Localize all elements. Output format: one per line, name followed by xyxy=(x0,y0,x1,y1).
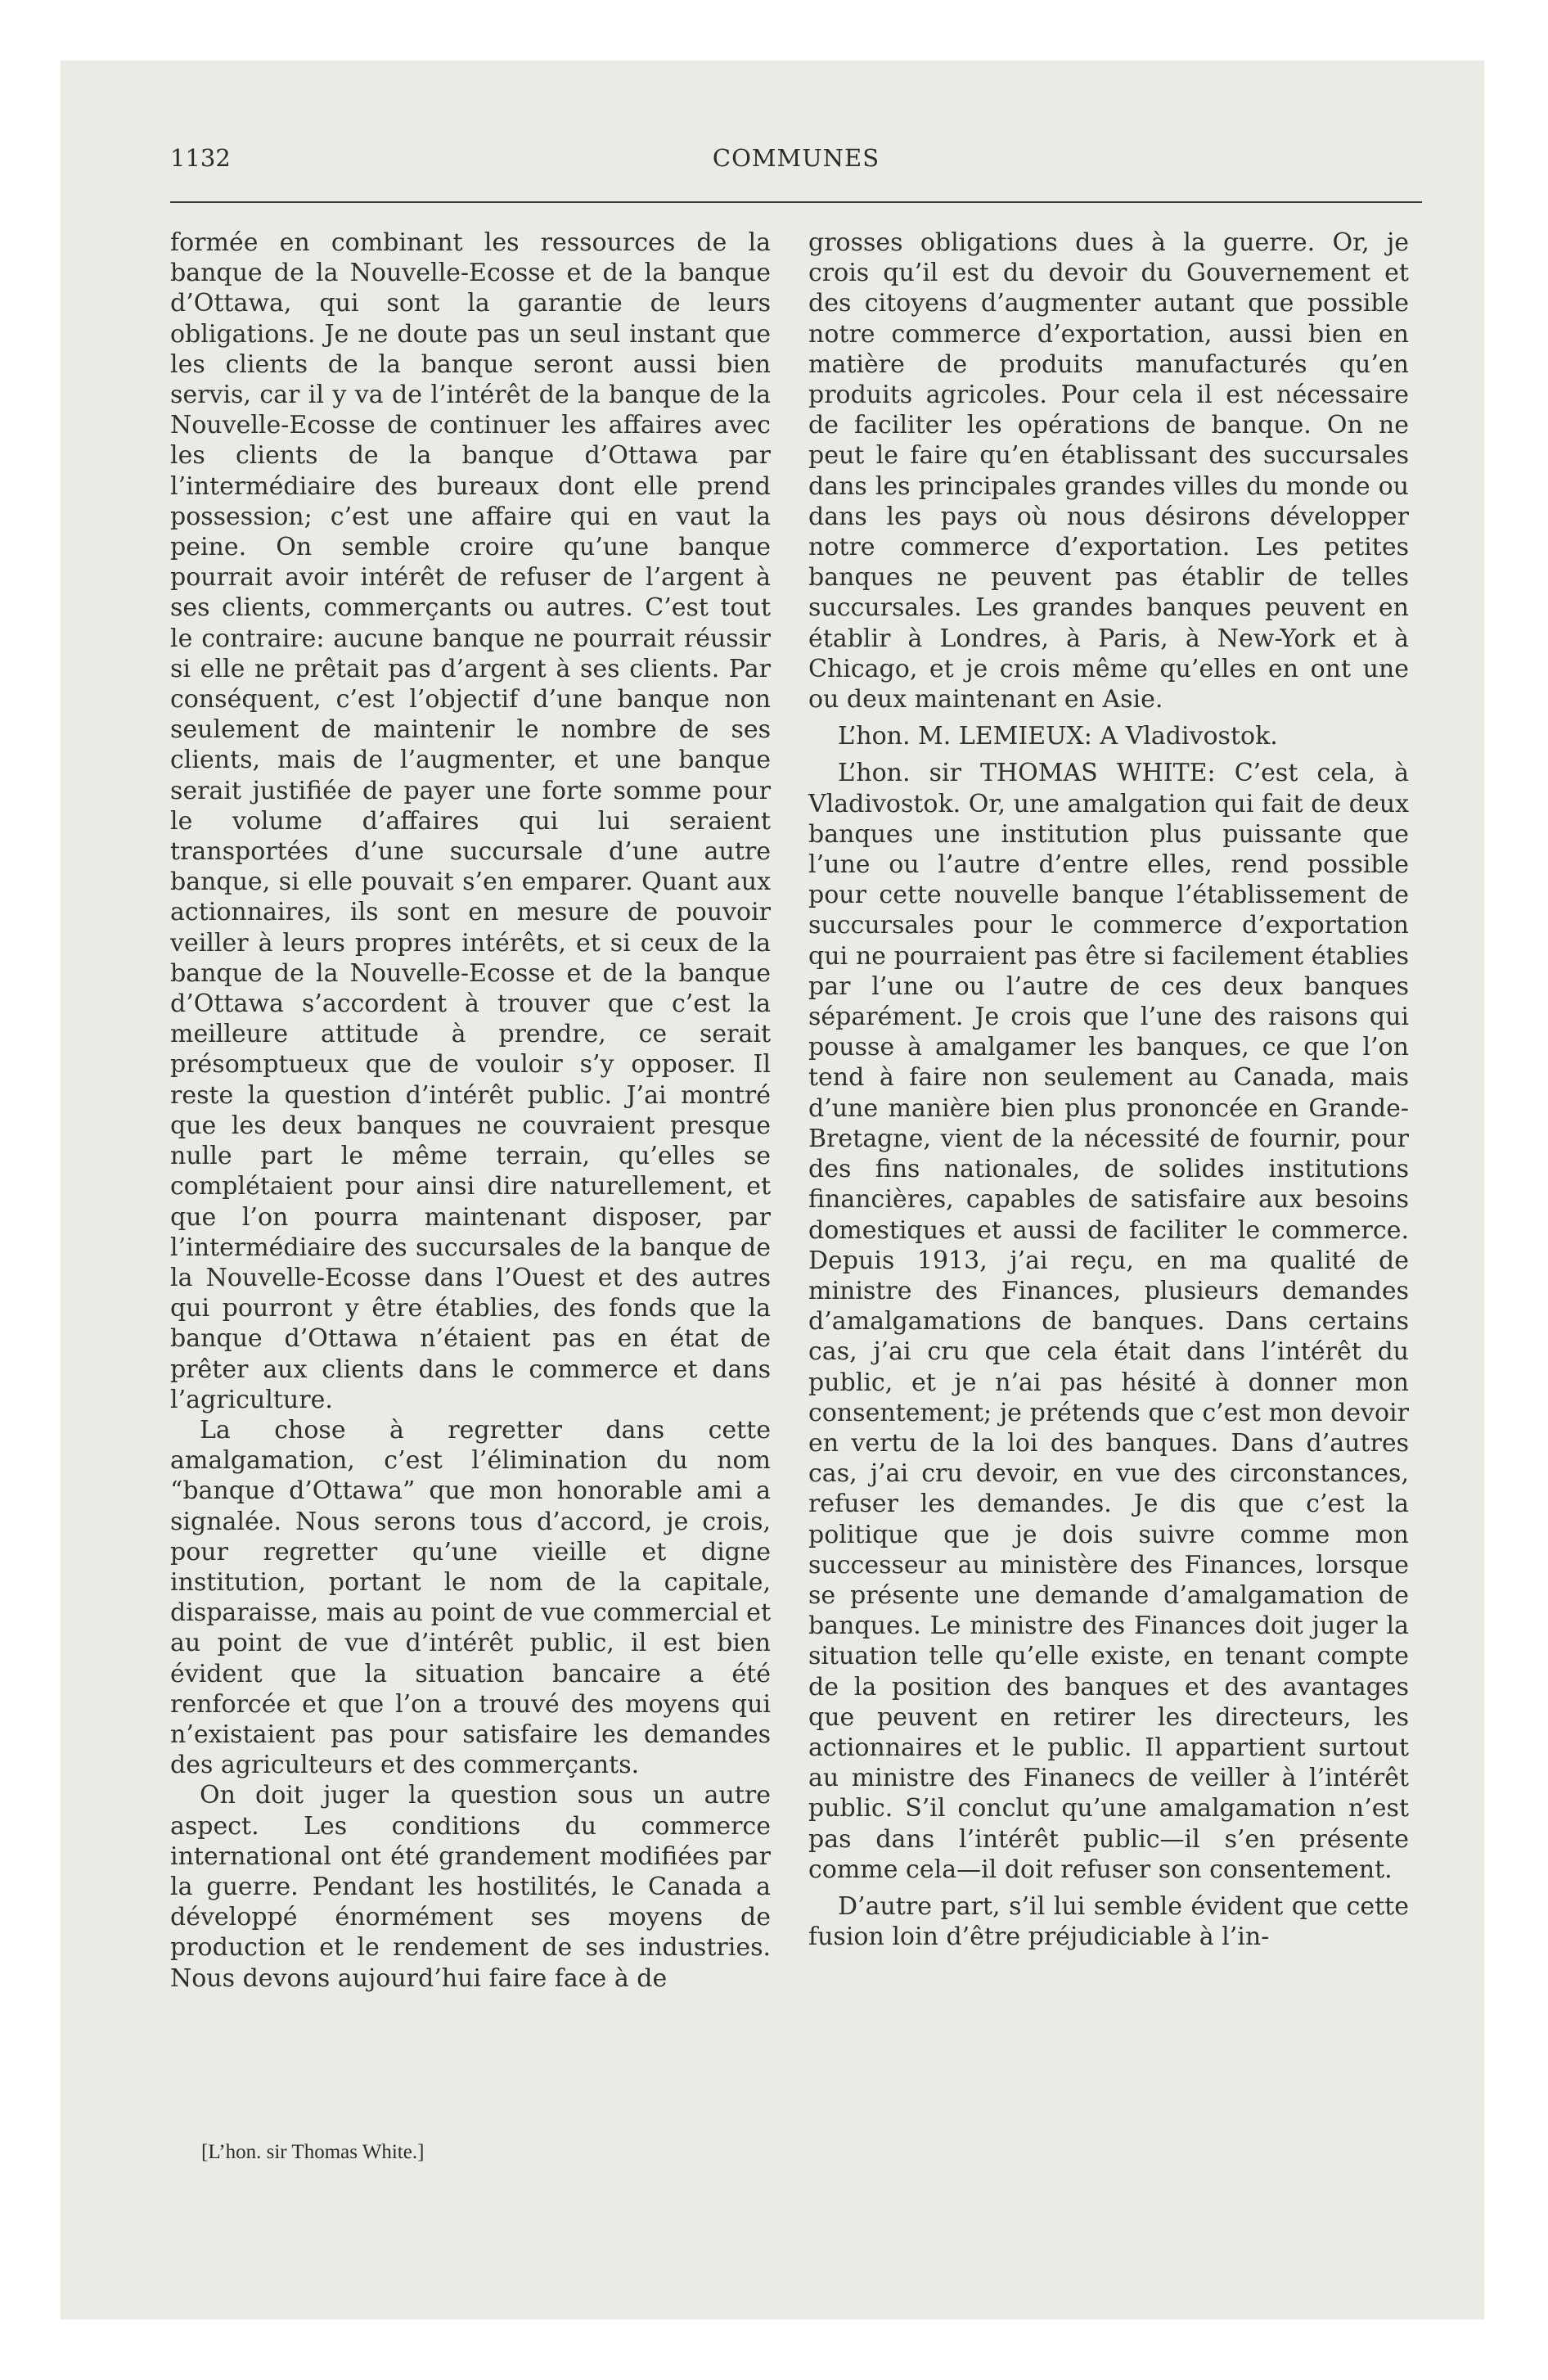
right-column xyxy=(808,228,1409,1952)
left-column xyxy=(170,228,771,1994)
paragraph: D’autre part, s’il lui semble évident que cette fusion loin d’être préjudiciable à l’in- xyxy=(808,1891,1409,1952)
speaker-attribution: [L’hon. sir Thomas White.] xyxy=(201,2141,425,2163)
paragraph: On doit juger la question sous un autre aspect. Les conditions du commerce international ont été grandement modifiées par la guerre. Pendant les hostilités, le Canada a développé énormément ses moyens de production et le rendement de ses industries. Nous devons aujourd’hui faire face à de xyxy=(170,1781,771,1993)
paragraph: grosses obligations dues à la guerre. Or, je crois qu’il est du devoir du Gouvernement et des citoyens d’augmenter autant que possible notre commerce d’exportation, aussi bien en matière de produits manufacturés qu’en produits agricoles. Pour cela il est nécessaire de faciliter les opérations de banque. On ne peut le faire qu’en établissant des succursales dans les principales grandes villes du monde ou dans les pays où nous désirons développer notre commerce d’exportation. Les petites banques ne peuvent pas établir de telles succursales. Les grandes banques peuvent en établir à Londres, à Paris, à New-York et à Chicago, et je crois même qu’elles en ont une ou deux maintenant en Asie. xyxy=(808,228,1409,714)
header-rule xyxy=(170,201,1422,203)
running-head: COMMUNES xyxy=(712,144,880,172)
paragraph: La chose à regretter dans cette amalgamation, c’est l’élimination du nom “banque d’Ottawa” que mon honorable ami a signalée. Nous serons tous d’accord, je crois, pour regretter qu’une vieille et digne institution, portant le nom de la capitale, disparaisse, mais au point de vue commercial et au point de vue d’intérêt public, il est bien évident que la situation bancaire a été renforcée et que l’on a trouvé des moyens qui n’existaient pas pour satisfaire les demandes des agriculteurs et des commerçants. xyxy=(170,1415,771,1780)
page-header xyxy=(170,144,1422,193)
page-number: 1132 xyxy=(170,144,231,172)
paragraph: L’hon. sir THOMAS WHITE: C’est cela, à Vladivostok. Or, une amalgation qui fait de deux banques une institution plus puissante que l’une ou l’autre d’entre elles, rend possible pour cette nouvelle banque l’établissement de succursales pour le commerce d’exportation qui ne pourraient pas être si facilement établies par l’une ou l’autre de ces deux banques séparément. Je crois que l’une des raisons qui pousse à amalgamer les banques, ce que l’on tend à faire non seulement au Canada, mais d’une manière bien plus prononcée en Grande-Bretagne, vient de la nécessité de fournir, pour des fins nationales, de solides institutions financières, capables de satisfaire aux besoins domestiques et aussi de faciliter le commerce. Depuis 1913, j’ai reçu, en ma qualité de ministre des Finances, plusieurs demandes d’amalgamations de banques. Dans certains cas, j’ai cru que cela était dans l’intérêt du public, et je n’ai pas hésité à donner mon consentement; je prétends que c’est mon devoir en vertu de la loi des banques. Dans d’autres cas, j’ai cru devoir, en vue des circonstances, refuser les demandes. Je dis que c’est la politique que je dois suivre comme mon successeur au ministère des Finances, lorsque se présente une demande d’amalgamation de banques. Le ministre des Finances doit juger la situation telle qu’elle existe, en tenant compte de la position des banques et des avantages que peuvent en retirer les directeurs, les actionnaires et le public. Il appartient surtout au ministre des Finanecs de veiller à l’intérêt public. S’il conclut qu’une amalgamation n’est pas dans l’intérêt public—il s’en présente comme cela—il doit refuser son consentement. xyxy=(808,759,1409,1884)
paragraph: L’hon. M. LEMIEUX: A Vladivostok. xyxy=(838,722,1278,751)
paragraph: formée en combinant les ressources de la banque de la Nouvelle-Ecosse et de la banque d’Ottawa, qui sont la garantie de leurs obligations. Je ne doute pas un seul instant que les clients de la banque seront aussi bien servis, car il y va de l’intérêt de la banque de la Nouvelle-Ecosse de continuer les affaires avec les clients de la banque d’Ottawa par l’intermédiaire des bureaux dont elle prend possession; c’est une affaire qui en vaut la peine. On semble croire qu’une banque pourrait avoir intérêt de refuser de l’argent à ses clients, commerçants ou autres. C’est tout le contraire: aucune banque ne pourrait réussir si elle ne prêtait pas d’argent à ses clients. Par conséquent, c’est l’objectif d’une banque non seulement de maintenir le nombre de ses clients, mais de l’augmenter, et une banque serait justifiée de payer une forte somme pour le volume d’affaires qui lui seraient transportées d’une succursale d’une autre banque, si elle pouvait s’en emparer. Quant aux actionnaires, ils sont en mesure de pouvoir veiller à leurs propres intérêts, et si ceux de la banque de la Nouvelle-Ecosse et de la banque d’Ottawa s’accordent à trouver que c’est la meilleure attitude à prendre, ce serait présomptueux que de vouloir s’y opposer. Il reste la question d’intérêt public. J’ai montré que les deux banques ne couvraient presque nulle part le même terrain, qu’elles se complétaient pour ainsi dire naturellement, et que l’on pourra maintenant disposer, par l’intermédiaire des succursales de la banque de la Nouvelle-Ecosse dans l’Ouest et des autres qui pourront y être établies, des fonds que la banque d’Ottawa n’étaient pas en état de prêter aux clients dans le commerce et dans l’agriculture. xyxy=(170,228,771,1414)
